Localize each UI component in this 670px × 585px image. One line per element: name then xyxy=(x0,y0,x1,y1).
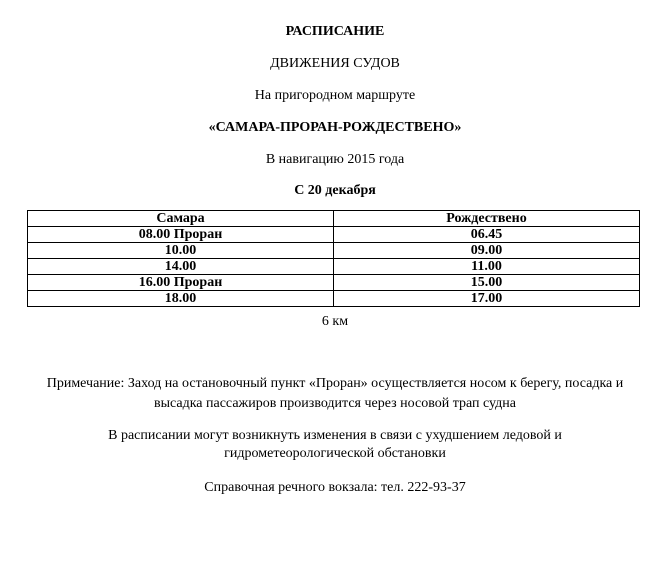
departure-samara: 08.00 Проран xyxy=(28,227,334,243)
departure-rozhdestveno: 15.00 xyxy=(334,275,640,291)
info-phone: Справочная речного вокзала: тел. 222-93-37 xyxy=(204,480,466,495)
note-stop-line-2: высадка пассажиров производится через носовой трап судна xyxy=(153,396,517,411)
departure-samara: 14.00 xyxy=(28,259,334,275)
departure-samara: 16.00 Проран xyxy=(28,275,334,291)
route-name: «САМАРА-ПРОРАН-РОЖДЕСТВЕНО» xyxy=(208,120,462,135)
table-row xyxy=(28,275,640,291)
departure-samara: 10.00 xyxy=(28,243,334,259)
departure-rozhdestveno: 17.00 xyxy=(334,291,640,307)
column-header-samara: Самара xyxy=(28,211,334,227)
departure-rozhdestveno: 09.00 xyxy=(334,243,640,259)
departure-samara: 18.00 xyxy=(28,291,334,307)
route-label: На пригородном маршруте xyxy=(254,88,416,103)
departure-rozhdestveno: 11.00 xyxy=(334,259,640,275)
table-row xyxy=(28,259,640,275)
distance-text: 6 км xyxy=(321,314,349,329)
effective-date: С 20 декабря xyxy=(294,183,376,198)
page-subtitle: ДВИЖЕНИЯ СУДОВ xyxy=(270,56,400,71)
schedule-table xyxy=(27,210,640,307)
table-row xyxy=(28,243,640,259)
note-changes-line-1: В расписании могут возникнуть изменения в связи с ухудшением ледовой и xyxy=(108,428,562,443)
note-stop-line-1: Примечание: Заход на остановочный пункт «Проран» осуществляется носом к берегу, посадка и xyxy=(46,376,624,391)
page-title: РАСПИСАНИЕ xyxy=(285,24,385,39)
table-row xyxy=(28,227,640,243)
departure-rozhdestveno: 06.45 xyxy=(334,227,640,243)
season-text: В навигацию 2015 года xyxy=(265,152,405,167)
note-changes-line-2: гидрометеорологической обстановки xyxy=(224,446,446,461)
table-row xyxy=(28,291,640,307)
table-header-row xyxy=(28,211,640,227)
column-header-rozhdestveno: Рождествено xyxy=(334,211,640,227)
